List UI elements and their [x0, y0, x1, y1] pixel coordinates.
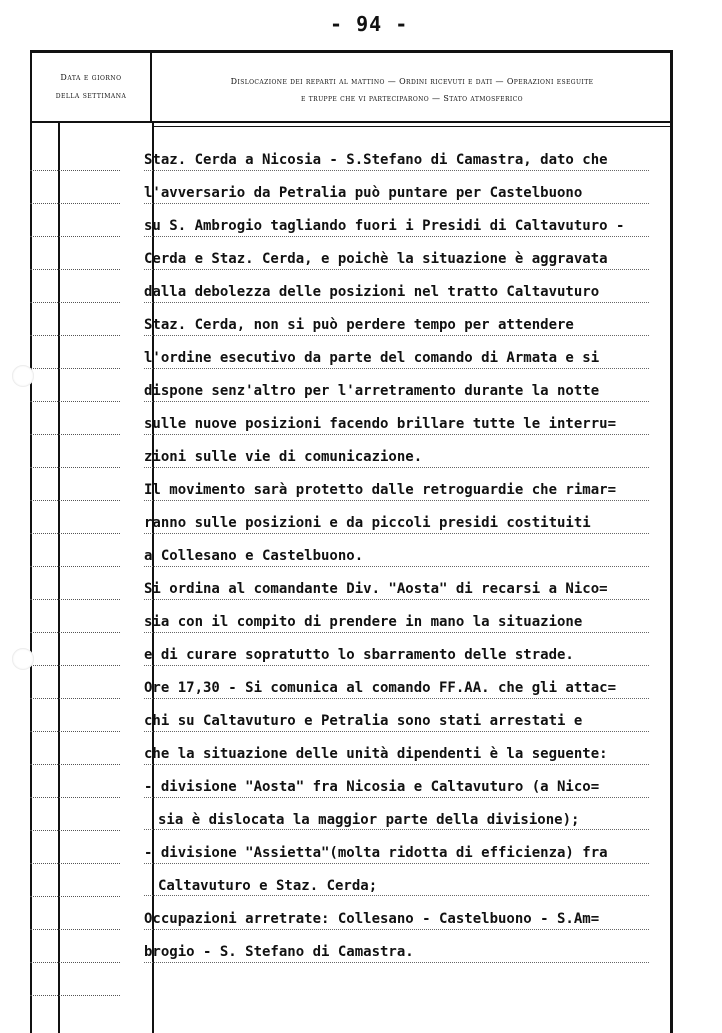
date-column-dotted-row [30, 533, 120, 534]
text-line: sia è dislocata la maggior parte della divisione); [144, 810, 649, 830]
text-line: ranno sulle posizioni e da piccoli presidi costituiti [144, 513, 649, 534]
text-line: Occupazioni arretrate: Collesano - Castelbuono - S.Am= [144, 909, 649, 930]
text-line: - divisione "Assietta"(molta ridotta di efficienza) fra [144, 843, 649, 864]
date-column-dotted-row [30, 236, 120, 237]
text-line: Ore 17,30 - Si comunica al comando FF.AA. che gli attac= [144, 678, 649, 699]
text-line: l'ordine esecutivo da parte del comando di Armata e si [144, 348, 649, 369]
date-column-dotted-row [30, 269, 120, 270]
date-column-dotted-row [30, 401, 120, 402]
date-column-dotted-row [30, 368, 120, 369]
text-line: dispone senz'altro per l'arretramento durante la notte [144, 381, 649, 402]
text-line: Staz. Cerda, non si può perdere tempo per attendere [144, 315, 649, 336]
text-line: su S. Ambrogio tagliando fuori i Presidi di Caltavuturo - [144, 216, 649, 237]
text-line: Il movimento sarà protetto dalle retroguardie che rimar= [144, 480, 649, 501]
date-column-dotted-row [30, 995, 120, 996]
text-line: Si ordina al comandante Div. "Aosta" di recarsi a Nico= [144, 579, 649, 600]
header-rule [154, 121, 670, 127]
date-column-dotted-row [30, 830, 120, 831]
date-column-dotted-row [30, 599, 120, 600]
date-column-dotted-row [30, 434, 120, 435]
text-line: e di curare sopratutto lo sbarramento delle strade. [144, 645, 649, 666]
date-column-dotted-row [30, 170, 120, 171]
text-line: a Collesano e Castelbuono. [144, 546, 649, 567]
date-column-dotted-row [30, 632, 120, 633]
text-line: Caltavuturo e Staz. Cerda; [144, 876, 649, 896]
date-column-dotted-row [30, 698, 120, 699]
date-column-dotted-row [30, 929, 120, 930]
punch-hole [12, 648, 34, 670]
table-header [32, 53, 670, 123]
date-header-line2: della settimana [55, 91, 127, 100]
text-line: brogio - S. Stefano di Camastra. [144, 942, 649, 963]
text-line: che la situazione delle unità dipendenti è la seguente: [144, 744, 649, 765]
text-line: sulle nuove posizioni facendo brillare tutte le interru= [144, 414, 649, 435]
date-column-dotted-row [30, 203, 120, 204]
operations-column-header [154, 53, 670, 121]
date-column-dotted-row [30, 335, 120, 336]
date-column-dotted-row [30, 863, 120, 864]
text-line: Staz. Cerda a Nicosia - S.Stefano di Camastra, dato che [144, 150, 649, 171]
operations-header-line2: e truppe che vi parteciparono — Stato atmosferico [301, 94, 523, 103]
punch-hole [12, 365, 34, 387]
text-line: l'avversario da Petralia può puntare per Castelbuono [144, 183, 649, 204]
date-column-dotted-row [30, 797, 120, 798]
text-line: dalla debolezza delle posizioni nel tratto Caltavuturo [144, 282, 649, 303]
date-header-line1: Data e giorno [60, 73, 122, 82]
date-column-dotted-row [30, 896, 120, 897]
date-column-dotted-row [30, 500, 120, 501]
text-line: sia con il compito di prendere in mano la situazione [144, 612, 649, 633]
text-line: chi su Caltavuturo e Petralia sono stati arrestati e [144, 711, 649, 732]
date-column-header [32, 53, 152, 121]
date-column-dotted-row [30, 962, 120, 963]
text-line: zioni sulle vie di comunicazione. [144, 447, 649, 468]
date-column-dotted-row [30, 467, 120, 468]
date-column-dotted-row [30, 665, 120, 666]
date-column-dotted-row [30, 302, 120, 303]
date-column-dotted-row [30, 731, 120, 732]
page-number: - 94 - [330, 12, 409, 36]
date-column-dotted-row [30, 566, 120, 567]
date-column-dotted-row [30, 764, 120, 765]
text-line: - divisione "Aosta" fra Nicosia e Caltavuturo (a Nico= [144, 777, 649, 798]
operations-header-line1: Dislocazione dei reparti al mattino — Ordini ricevuti e dati — Operazioni eseguite [230, 77, 594, 86]
text-line: Cerda e Staz. Cerda, e poichè la situazione è aggravata [144, 249, 649, 270]
